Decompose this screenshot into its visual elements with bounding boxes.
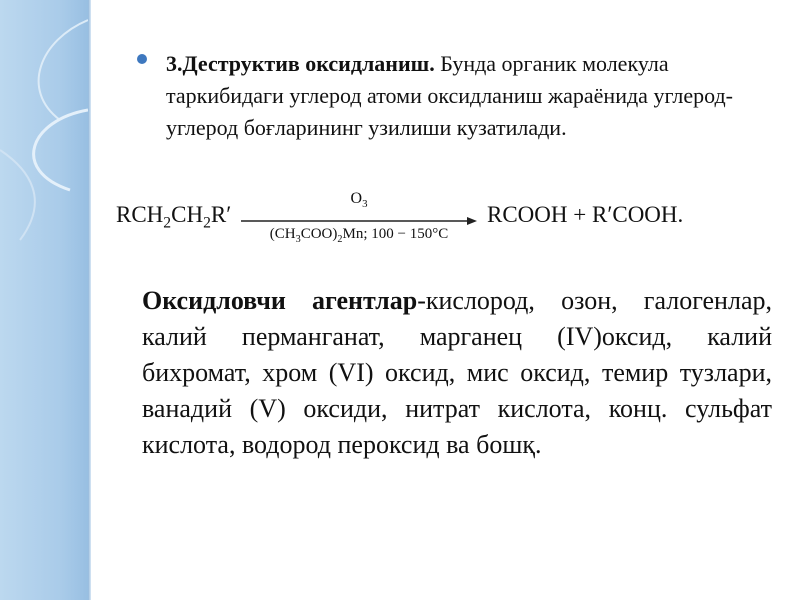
products: RCOOH + R′COOH. — [487, 202, 684, 227]
reagent-label: $O_3$ — [350, 190, 368, 211]
oxidizing-agents-paragraph — [142, 283, 772, 463]
side-divider — [88, 0, 91, 600]
bullet-item — [140, 48, 750, 144]
reaction-arrow-icon — [241, 216, 477, 226]
reaction-equation — [112, 188, 757, 250]
swirl-decoration-icon — [0, 0, 88, 600]
paragraph-body: -кислород, озон, галогенлар, калий перманганат, марганец (IV)оксид, калий бихромат, хром (VI) оксид, мис оксид, темир тузлари, ванадий (V) оксиди, нитрат кислота, конц. сульфат кислота, водород пероксид ва бошқ. — [142, 286, 772, 459]
reactant: $RCH_2CH_2R'$ — [116, 202, 232, 232]
reaction-conditions: $(CH_3COO)_2Mn$; 100 − 150°C — [269, 226, 449, 245]
bullet-text — [166, 48, 750, 144]
bullet-dot-icon — [137, 54, 147, 64]
bullet-heading: 3.Деструктив оксидланиш. — [166, 51, 435, 76]
paragraph-heading: Оксидловчи агентлар — [142, 286, 418, 315]
bullet-body: Бунда органик молекула таркибидаги углерод атоми оксидланиш жараёнида углерод-углерод боғларининг узилиши кузатилади. — [166, 51, 733, 140]
side-decoration-panel — [0, 0, 88, 600]
